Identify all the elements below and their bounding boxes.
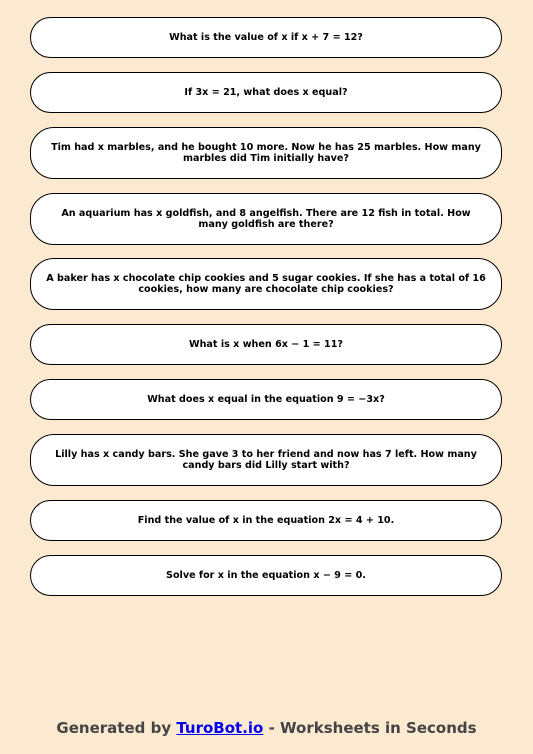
question-text: A baker has x chocolate chip cookies and 5 sugar cookies. If she has a total of 16 cookies, how many are chocolate chip cookies? [46,273,486,295]
question-card [30,555,502,596]
footer-suffix: - Worksheets in Seconds [263,719,477,737]
question-text: What is the value of x if x + 7 = 12? [169,32,363,43]
question-card [30,193,502,245]
question-text: If 3x = 21, what does x equal? [184,87,348,98]
turobot-link[interactable]: TuroBot.io [176,719,264,737]
question-card [30,500,502,541]
question-card [30,72,502,113]
question-card [30,17,502,58]
question-text: Solve for x in the equation x − 9 = 0. [166,570,366,581]
footer [0,719,533,737]
question-text: Tim had x marbles, and he bought 10 more. Now he has 25 marbles. How many marbles did Tim initially have? [51,142,481,164]
question-card [30,434,502,486]
question-card [30,258,502,310]
question-text: An aquarium has x goldfish, and 8 angelfish. There are 12 fish in total. How many goldfish are there? [61,208,471,230]
question-text: What does x equal in the equation 9 = −3x? [147,394,385,405]
question-text: Lilly has x candy bars. She gave 3 to her friend and now has 7 left. How many candy bars did Lilly start with? [55,449,477,471]
question-card [30,127,502,179]
footer-prefix: Generated by [56,719,177,737]
question-card [30,324,502,365]
question-text: What is x when 6x − 1 = 11? [189,339,343,350]
question-text: Find the value of x in the equation 2x = 4 + 10. [137,515,395,526]
question-card [30,379,502,420]
